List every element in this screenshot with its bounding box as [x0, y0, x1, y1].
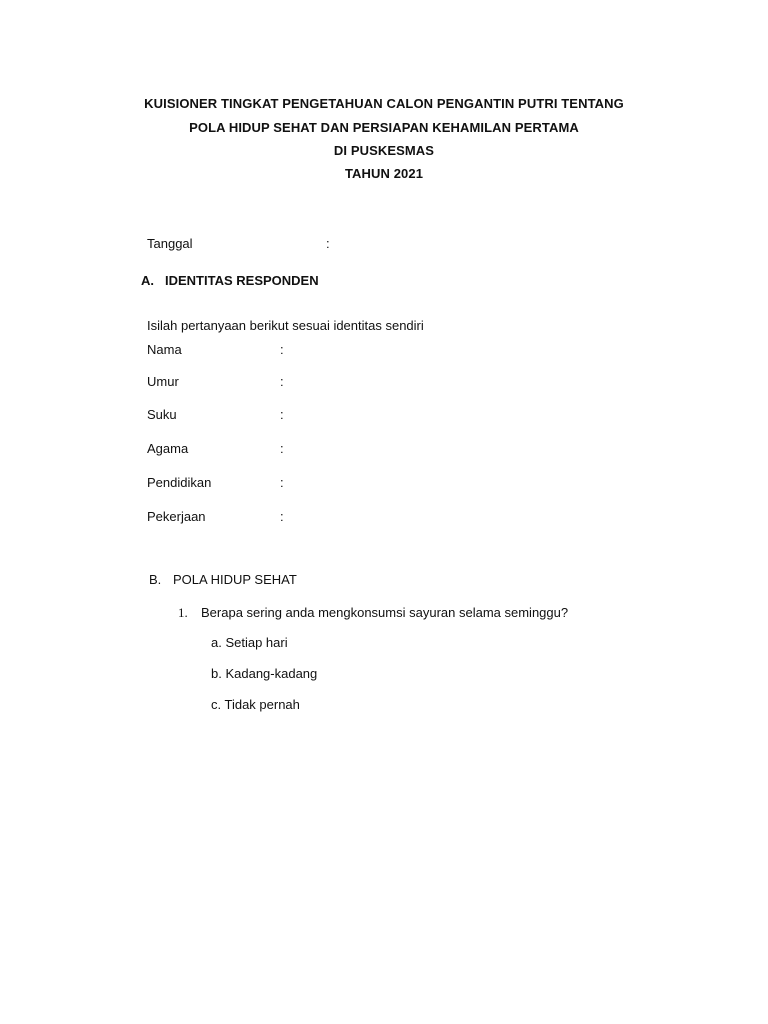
field-label-pekerjaan: Pekerjaan — [147, 509, 206, 524]
document-title-line-3: DI PUSKESMAS — [333, 143, 435, 158]
field-colon-nama: : — [280, 342, 284, 357]
document-title-line-1: KUISIONER TINGKAT PENGETAHUAN CALON PENGANTIN PUTRI TENTANG — [144, 96, 624, 111]
field-label-pendidikan: Pendidikan — [147, 475, 212, 490]
field-colon-pekerjaan: : — [280, 509, 284, 524]
field-label-umur: Umur — [147, 374, 179, 389]
document-title-line-4: TAHUN 2021 — [344, 166, 424, 181]
field-label-suku: Suku — [147, 407, 177, 422]
question-1-option-a: a. Setiap hari — [211, 635, 288, 650]
date-colon: : — [326, 236, 330, 251]
question-1-number: 1. — [178, 605, 188, 620]
section-b-marker: B. — [149, 572, 162, 587]
field-colon-umur: : — [280, 374, 284, 389]
section-a-instruction: Isilah pertanyaan berikut sesuai identitas sendiri — [147, 318, 424, 333]
question-1-option-b: b. Kadang-kadang — [211, 666, 318, 681]
section-b-heading: POLA HIDUP SEHAT — [173, 572, 297, 587]
field-colon-pendidikan: : — [280, 475, 284, 490]
section-a-marker: A. — [141, 273, 154, 288]
question-1-option-c: c. Tidak pernah — [211, 697, 300, 712]
question-1-text: Berapa sering anda mengkonsumsi sayuran selama seminggu? — [201, 605, 569, 620]
field-label-nama: Nama — [147, 342, 182, 357]
field-label-agama: Agama — [147, 441, 189, 456]
date-label: Tanggal — [147, 236, 193, 251]
document-title-line-2: POLA HIDUP SEHAT DAN PERSIAPAN KEHAMILAN PERTAMA — [189, 120, 579, 135]
field-colon-agama: : — [280, 441, 284, 456]
section-a-heading: IDENTITAS RESPONDEN — [165, 273, 319, 288]
field-colon-suku: : — [280, 407, 284, 422]
